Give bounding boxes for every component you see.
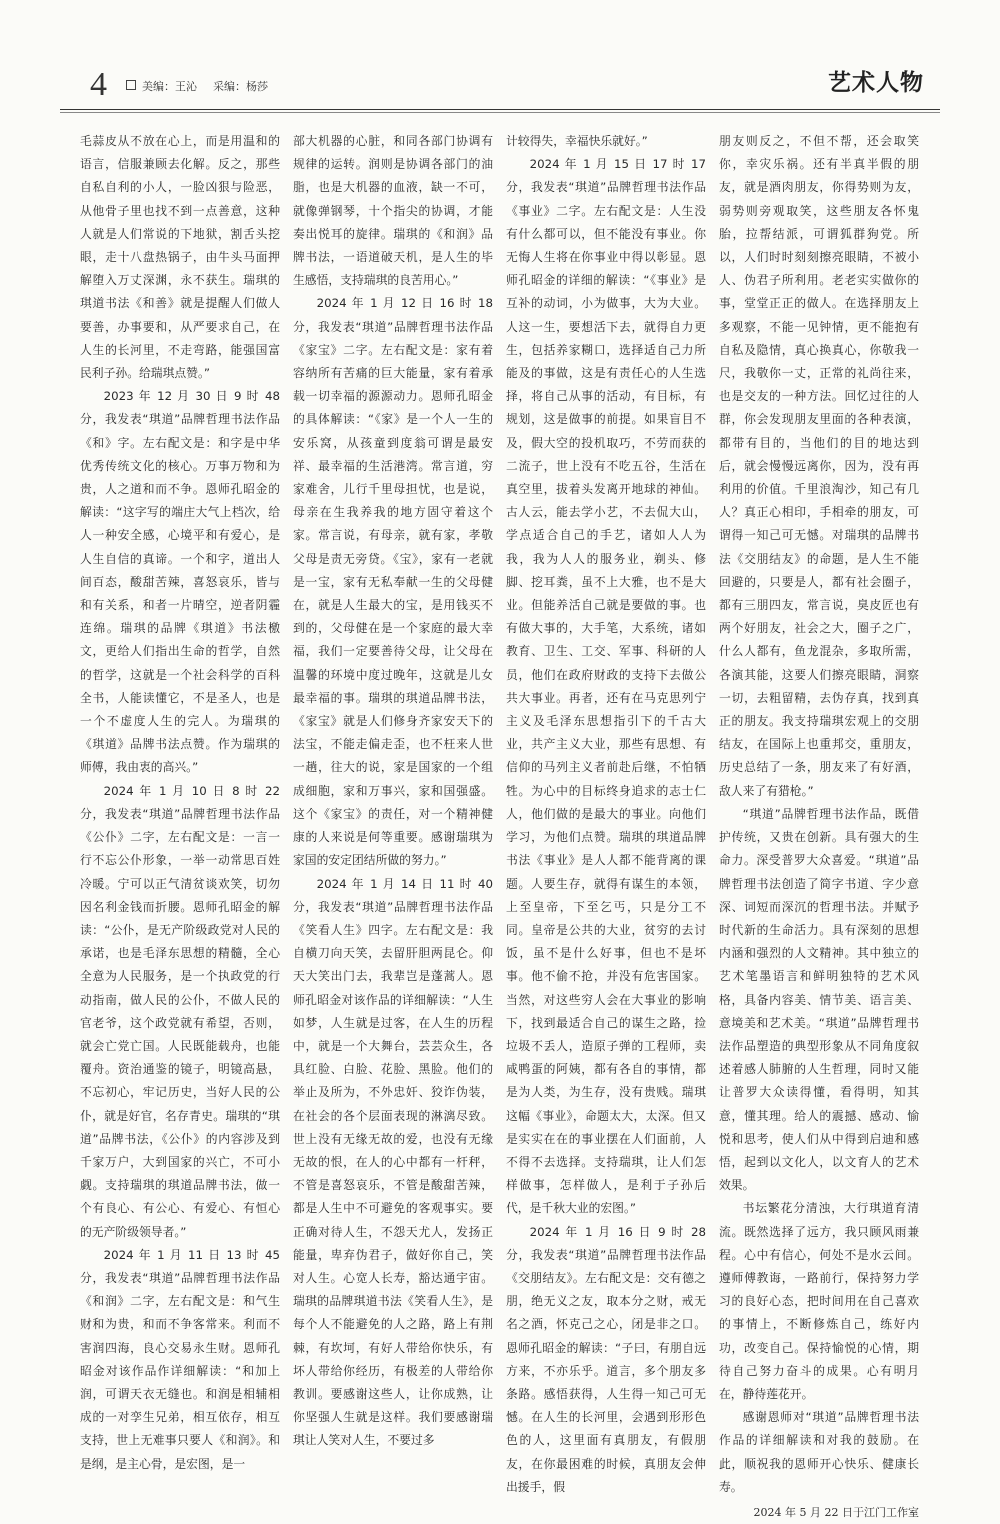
paragraph: 2023 年 12 月 30 日 9 时 48 分，我发表“琪道”品牌哲理书法作品《和》字。左右配文是：和字是中华优秀传统文化的核心。万事万物和为贵，人之道和而不争。恩师孔昭金的解读：“这字写的端庄大气上档次，给人一种安全感，心境平和有爱心，是人生自信的真谛。一个和字，道出人间百态，酸甜苦辣，喜怒哀乐，皆与和有关系，和者一片晴空，逆者阴霾连绵。瑞琪的品牌《琪道》书法檄文，更给人们指出生命的哲学，自然的哲学，这就是一个社会科学的百科全书，人能读懂它，不是圣人，也是一个不虚度人生的完人。为瑞琪的《琪道》品牌书法点赞。作为瑞琪的师傅，我由衷的高兴。” (80, 389, 280, 775)
paragraph: “琪道”品牌哲理书法作品，既借护传统，又贵在创新。具有强大的生命力。深受普罗大众喜爱。“琪道”品牌哲理书法创造了简字书道、字少意深、词短而深沉的哲理书法。并赋予时代新的生命活力。具有深刻的思想内涵和强烈的人文精神。其中独立的艺术笔墨语言和鲜明独特的艺术风格，具备内容美、情节美、语言美、意境美和艺术美。“琪道”品牌哲理书法作品塑造的典型形象从不同角度叙述着感人肺腑的人生哲理，同时又能让普罗大众读得懂，看得明，知其意，懂其理。给人的震撼、感动、愉悦和思考，使人们从中得到启迪和感悟，起到以文化人，以文育人的艺术效果。 (719, 806, 919, 1193)
paragraph: 2024 年 1 月 10 日 8 时 22 分，我发表“琪道”品牌哲理书法作品《公仆》二字，左右配文是：一言一行不忘公仆形象，一举一动常思百姓冷暖。宁可以正气清贫谈欢笑，切勿因名利金钱而折腰。恩师孔昭金的解读：“公仆，是无产阶级政党对人民的承诺，也是毛泽东思想的精髓，全心全意为人民服务，是一个执政党的行动指南，做人民的公仆，不做人民的官老爷，这个政党就有希望，否则，就会亡党亡国。人民既能载舟，也能覆舟。资治通鉴的镜子，明镜高悬，不忘初心，牢记历史，当好人民的公仆，就是好官，名存青史。瑞琪的“琪道”品牌书法，《公仆》的内容涉及到千家万户，大到国家的兴亡，不可小觑。支持瑞琪的琪道品牌书法，做一个有良心、有公心、有爱心、有恒心的无产阶级领导者。” (80, 783, 280, 1239)
text-column-4 (719, 130, 919, 1519)
section-title: 艺术人物 (828, 70, 924, 96)
square-icon (126, 80, 136, 90)
art-editor: 美编：王沁 (142, 80, 197, 93)
paragraph: 感谢恩师对“琪道”品牌哲理书法作品的详细解读和对我的鼓励。在此，顺祝我的恩师开心快乐、健康长寿。 (719, 1410, 919, 1494)
header-rule (60, 109, 940, 110)
text-column-2 (293, 130, 493, 1448)
paragraph: 2024 年 1 月 15 日 17 时 17 分，我发表“琪道”品牌哲理书法作品《事业》二字。左右配文是：人生没有什么都可以，但不能没有事业。你无悔人生将在你事业中得以彰显。恩师孔昭金的详细的解读：“《事业》是互补的动词，小为做事，大为大业。人这一生，要想活下去，就得自力更生，包括养家糊口，选择适自己力所能及的事做，这是有责任心的人生选择，将自己从事的活动，有目标，有规划，这是做事的前提。如果盲目不及，假大空的投机取巧，不劳而获的二流子，世上没有不吃五谷，生活在真空里，拔着头发离开地球的神仙。古人云，能去学小艺，不去侃大山，学点适合自己的手艺，诸如人人为我，我为人人的服务业，剃头、修脚、挖耳粪，虽不上大雅，也不是大业。但能养活自己就是要做的事。也有做大事的，大手笔，大系统，诸如教育、卫生、工交、军事、科研的人员，他们在政府财政的支持下去做公共大事业。再者，还有在马克思列宁主义及毛泽东思想指引下的千古大业，共产主义大业，那些有思想、有信仰的马列主义者前赴后继，不怕牺牲。为心中的目标终身追求的志士仁人，他们做的是最大的事业。向他们学习，为他们点赞。瑞琪的琪道品牌书法《事业》是人人都不能背离的课题。人要生存，就得有谋生的本领，上至皇帝，下至乞丐，只是分工不同。皇帝是公共的大业，贫穷的去讨饭，虽不是什么好事，但也不是坏事。他不偷不抢，并没有危害国家。当然，对这些穷人会在大事业的影响下，找到最适合自己的谋生之路，捡垃圾不丢人，造原子弹的工程师，卖咸鸭蛋的阿姨，都有各自的事情，都是为人类，为生存，没有贵贱。瑞琪这幅《事业》，命题太大，太深。但又是实实在在的事业摆在人们面前，人不得不去选择。支持瑞琪，让人们怎样做事，怎样做人，是利于子孙后代，是千秋大业的宏图。” (506, 157, 706, 1216)
date-signature: 2024 年 5 月 22 日于江门工作室 (753, 1505, 919, 1519)
paragraph: 朋友则反之，不但不帮，还会取笑你，幸灾乐祸。还有半真半假的朋友，就是酒肉朋友，你得势则为友，弱势则旁观取笑，这些朋友各怀鬼胎，拉帮结派，可谓狐群狗党。所以，人们时时刻刻擦亮眼睛，不被小人、伪君子所利用。老老实实做你的事，堂堂正正的做人。在选择朋友上多观察，不能一见钟情，更不能抱有自私及隐情，真心换真心，你敬我一尺，我敬你一丈，正常的礼尚往来，也是交友的一种方法。回忆过往的人群，你会发现朋友里面的各种表演，都带有目的，当他们的目的地达到后，就会慢慢远离你，因为，没有再利用的价值。千里浪淘沙，知己有几人？真正心相印，手相牵的朋友，可谓得一知己可无憾。对瑞琪的品牌书法《交朋结友》的命题，是人生不能回避的，只要是人，都有社会圈子，都有三朋四友，常言说，臭皮匠也有两个好朋友，社会之大，圈子之广，什么人都有，鱼龙混杂，多取所需，各演其能，这要人们擦亮眼睛，洞察一切，去粗留精，去伪存真，找到真正的朋友。我支持瑞琪宏观上的交朋结友，在国际上也重邦交，重朋友，历史总结了一条，朋友来了有好酒，敌人来了有猎枪。” (719, 134, 919, 798)
paragraph: 计较得失，幸福快乐就好。” (506, 134, 648, 148)
paragraph: 2024 年 1 月 11 日 13 时 45 分，我发表“琪道”品牌哲理书法作品《和润》二字，左右配文是：和气生财和为贵，和而不争客常来。利而不害润四海，良心交易永生财。恩师孔昭金对该作品作详细解读：“和加上润，可谓天衣无缝也。和润是相辅相成的一对孪生兄弟，相互依存，相互支持，世上无难事只要人《和润》。和是纲，是主心骨，是宏图，是一 (80, 1247, 280, 1471)
text-column-3 (506, 130, 706, 1494)
paragraph: 毛蒜皮从不放在心上，而是用温和的语言，信服兼顾去化解。反之，那些自私自利的小人，一脸凶狠与险恶，从他骨子里也找不到一点善意，这种人就是人们常说的下地狱，割舌头挖眼，走十八盘热锅子，由牛头马面押解堕入万丈深渊，永不获生。瑞琪的琪道书法《和善》就是提醒人们做人要善，办事要和，从严要求自己，在人生的长河里，不走弯路，能强国富民利子孙。给瑞琪点赞。” (80, 134, 280, 381)
paragraph: 2024 年 1 月 14 日 11 时 40 分，我发表“琪道”品牌哲理书法作品《笑看人生》四字。左右配文是：我自横刀向天笑，去留肝胆两昆仑。仰天大笑出门去，我辈岂是蓬蒿人。恩师孔昭金对该作品的详细解读：“人生如梦，人生就是过客，在人生的历程中，就是一个大舞台，芸芸众生，各具红脸、白脸、花脸、黑脸。他们的举止及所为，不外忠奸、狡诈伪装，在社会的各个层面表现的淋漓尽致。世上没有无缘无故的爱，也没有无缘无故的恨，在人的心中都有一杆秤，不管是喜怒哀乐，不管是酸甜苦辣，都是人生中不可避免的客观事实。要正确对待人生，不怨天尤人，发扬正能量，卑弃伪君子，做好你自己，笑对人生。心宽人长寿，豁达通宇宙。瑞琪的品牌琪道书法《笑看人生》，是每个人不能避免的人之路，路上有荆棘，有坎坷，有好人带给你快乐，有坏人带给你经历，有极差的人带给你教训。要感谢这些人，让你成熟，让你坚强人生就是这样。我们要感谢瑞琪让人笑对人生，不要过多 (293, 876, 493, 1448)
editor-credits (126, 78, 268, 94)
text-column-1 (80, 130, 280, 1471)
paragraph: 2024 年 1 月 16 日 9 时 28 分，我发表“琪道”品牌哲理书法作品《交朋结友》。左右配文是：交有德之朋，绝无义之友，取本分之财，戒无名之酒，怀克己之心，闭是非之口。恩师孔昭金的解读：“子曰，有朋自远方来，不亦乐乎。道言，多个朋友多条路。感悟获得，人生得一知己可无憾。在人生的长河里，会遇到形形色色的人，这里面有真朋友，有假朋友，在你最困难的时候，真朋友会伸出援手，假 (506, 1224, 706, 1494)
paragraph: 部大机器的心脏，和同各部门协调有规律的运转。润则是协调各部门的油脂，也是大机器的血液，缺一不可，就像弹钢琴，十个指尖的协调，才能奏出悦耳的旋律。瑞琪的《和润》品牌书法，一语道破天机，是人生的毕生感悟，支持瑞琪的良苦用心。” (293, 134, 493, 288)
content-editor: 采编：杨莎 (213, 80, 268, 93)
page-header (60, 62, 940, 112)
paragraph: 2024 年 1 月 12 日 16 时 18 分，我发表“琪道”品牌哲理书法作品《家宝》二字。左右配文是：家有着容纳所有苦痛的巨大能量，家有着承载一切幸福的源源动力。恩师孔昭金的具体解读：“《家》是一个人一生的安乐窝，从孩童到度翁可谓是最安祥、最幸福的生活港湾。常言道，穷家难舍，儿行千里母担忧，也是说，母亲在生我养我的地方固守着这个家。常言说，有母亲，就有家，孝敬父母是责无旁贷。《宝》，家有一老就是一宝，家有无私奉献一生的父母健在，就是人生最大的宝，是用钱买不到的，父母健在是一个家庭的最大幸福，我们一定要善待父母，让父母在温馨的环境中度过晚年，这就是儿女最幸福的事。瑞琪的琪道品牌书法，《家宝》就是人们修身齐家安天下的法宝，不能走偏走歪，也不枉来人世一趟，往大的说，家是国家的一个组成细胞，家和万事兴，家和国强盛。这个《家宝》的责任，对一个精神健康的人来说是何等重要。感谢瑞琪为家国的安定团结所做的努力。” (293, 296, 493, 868)
paragraph: 书坛繁花分清浊，大行琪道育清流。既然选择了远方，我只顾风雨兼程。心中有信心，何处不是水云间。遵师傅教诲，一路前行，保持努力学习的良好心态，把时间用在自己喜欢的事情上，不断修炼自己，练好内功，改变自己。保持愉悦的心情，期待自己努力奋斗的成果。心有明月在，静待莲花开。 (719, 1201, 919, 1401)
page-number: 4 (90, 66, 107, 103)
header-rule-thin (60, 112, 940, 113)
